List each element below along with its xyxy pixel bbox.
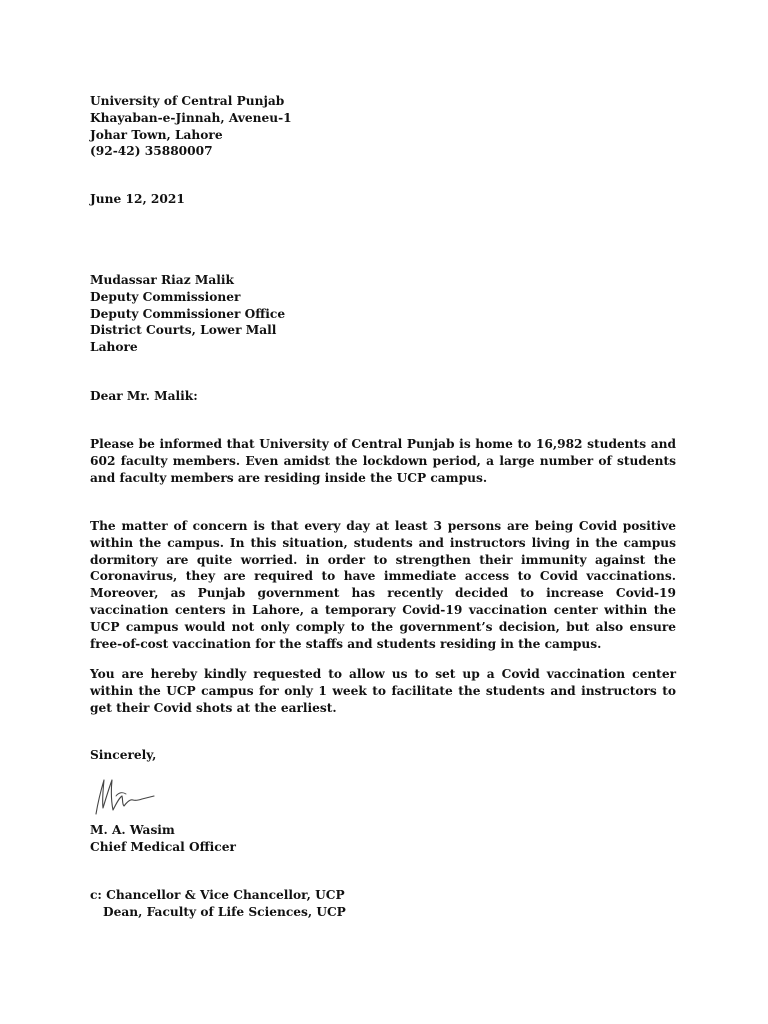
sender-phone: (92-42) 35880007 <box>90 144 213 159</box>
cc-block <box>90 887 676 921</box>
salutation: Dear Mr. Malik: <box>90 389 198 403</box>
recipient-name: Mudassar Riaz Malik <box>90 273 234 287</box>
body-paragraph-2: The matter of concern is that every day at least 3 persons are being Covid positive within the campus. In this situation, students and instructors living in the campus dormitory are quite worried. in order to strengthen their immunity against the Coronavirus, they are required to have immediate access to Covid vaccinations. Moreover, as Punjab government has recently decided to increase Covid-19 vaccination centers in Lahore, a temporary Covid-19 vaccination center within the UCP campus would not only comply to the government’s decision, but also ensure free-of-cost vaccination for the staffs and students residing in the campus. <box>90 519 676 651</box>
signatory-title: Chief Medical Officer <box>90 839 236 854</box>
sender-institution: University of Central Punjab <box>90 94 285 108</box>
sender-city: Johar Town, Lahore <box>90 127 223 142</box>
recipient-office: Deputy Commissioner Office <box>90 306 286 321</box>
closing: Sincerely, <box>90 748 157 762</box>
recipient-street: District Courts, Lower Mall <box>90 323 277 338</box>
sender-address <box>90 93 676 160</box>
recipient-city: Lahore <box>90 340 138 355</box>
signatory-block <box>90 822 676 856</box>
recipient-title: Deputy Commissioner <box>90 289 241 304</box>
cc-line-1: c: Chancellor & Vice Chancellor, UCP <box>90 888 345 902</box>
signature <box>92 770 156 818</box>
recipient-address <box>90 272 676 356</box>
cc-line-2: Dean, Faculty of Life Sciences, UCP <box>103 904 346 919</box>
body-paragraph-3: You are hereby kindly requested to allow us to set up a Covid vaccination center within the UCP campus for only 1 week to facilitate the students and instructors to get their Covid shots at the earliest. <box>90 667 676 715</box>
letter-date: June 12, 2021 <box>90 192 185 206</box>
body-paragraph-1: Please be informed that University of Central Punjab is home to 16,982 students and 602 faculty members. Even amidst the lockdown period, a large number of students and faculty members are residing inside the UCP campus. <box>90 437 676 485</box>
signatory-name: M. A. Wasim <box>90 823 175 837</box>
sender-street: Khayaban-e-Jinnah, Aveneu-1 <box>90 110 292 125</box>
